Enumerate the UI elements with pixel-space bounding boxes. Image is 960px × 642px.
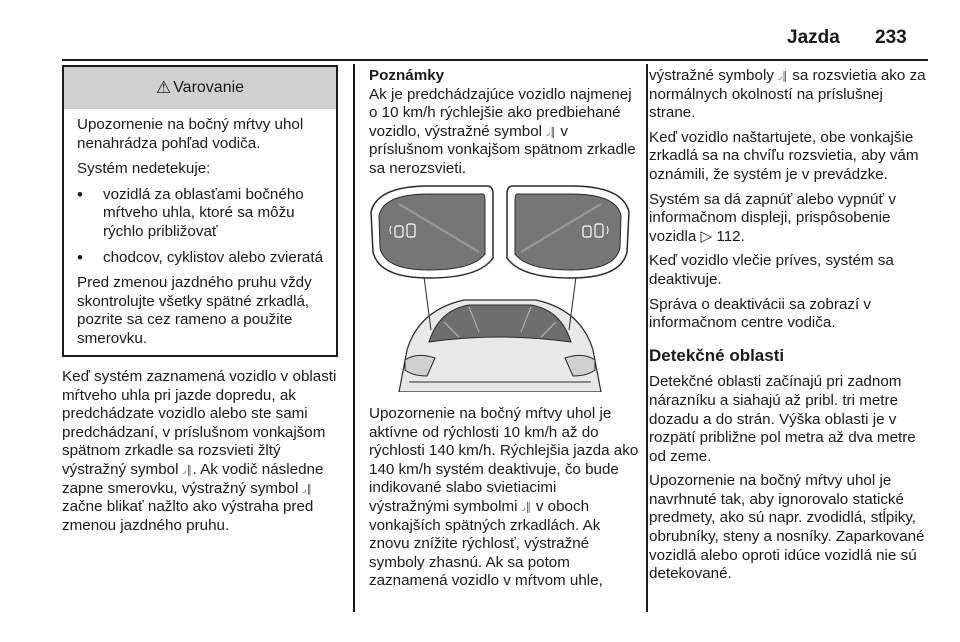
- blind-spot-icon: ◞║: [302, 483, 313, 494]
- warning-bullet: • chodcov, cyklistov alebo zvieratá: [77, 249, 324, 268]
- warning-box: [62, 65, 338, 357]
- paragraph: Upozornenie na bočný mŕtvy uhol je aktívne od rýchlosti 10 km/h až do rýchlosti 140 km/h. Rýchlejšia jazda ako 140 km/h systém deaktivuje, čo bude indikované slabo svietiacimi výstražnými symbolmi ◞║ v oboch vonkajších spätných zrkadlách. Ak znovu znížite rýchlosť, výstražné symboly zhasnú. Ak sa potom zaznamená vozidlo v mŕtvom uhle,: [369, 405, 639, 590]
- blind-spot-icon: ◞║: [546, 126, 557, 137]
- column-divider-2: [646, 64, 648, 612]
- column-divider-1: [353, 64, 355, 612]
- mirror-illustration: [369, 182, 631, 392]
- note-text: Ak je predchádzajúce vozidlo najmenej o 10 km/h rýchlejšie ako predbiehané vozidlo, výstražné symbol ◞║ v príslušnom vonkajšom spätnom zrkadle sa nerozsvieti.: [369, 85, 636, 177]
- paragraph: Detekčné oblasti začínajú pri zadnom nárazníku a siahajú až pribl. tri metre dozadu a do strán. Výška oblasti je v rozpätí približne pol metra až dva metre od zeme.: [649, 373, 916, 465]
- header-rule: [62, 59, 928, 61]
- warning-title: Varovanie: [173, 79, 245, 96]
- warning-text: Upozornenie na bočný mŕtvy uhol nenahrádza pohľad vodiča.: [77, 116, 304, 152]
- reference-arrow-icon: ▷: [700, 227, 713, 245]
- paragraph: Systém sa dá zapnúť alebo vypnúť v informačnom displeji, prispôsobenie vozidla ▷ 112.: [649, 190, 896, 245]
- column-1: [62, 368, 344, 541]
- blind-spot-icon: ◞║: [182, 464, 193, 475]
- paragraph: Správa o deaktivácii sa zobrazí v informačnom centre vodiča.: [649, 295, 872, 332]
- paragraph: Keď vozidlo naštartujete, obe vonkajšie zrkadlá sa na chvíľu rozsvietia, aby vám oznámili, že systém je v prevádzke.: [649, 128, 919, 183]
- blind-spot-icon: ◞║: [521, 501, 532, 512]
- paragraph: Upozornenie na bočný mŕtvy uhol je navrhnuté tak, aby ignorovalo statické predmety, ako sú napr. zvodidlá, stĺpiky, obrubníky, steny a nosníky. Zaparkované vozidlá alebo oproti idúce vozidlá nie sú detekované.: [649, 472, 925, 583]
- paragraph: výstražné symboly ◞║ sa rozsvietia ako za normálnych okolností na príslušnej strane.: [649, 67, 926, 122]
- warning-text: Pred zmenou jazdného pruhu vždy skontrolujte všetky spätné zrkadlá, pozrite sa cez rameno a použite smerovku.: [77, 274, 312, 347]
- section-heading: Detekčné oblasti: [649, 345, 785, 365]
- paragraph: Keď systém zaznamená vozidlo v oblasti mŕtveho uhla pri jazde dopredu, ak predchádzate vozidlo alebo ste sami predchádzaní, v príslušnom vonkajšom spätnom zrkadle sa rozsvieti žltý výstražný symbol ◞║. Ak vodič následne zapne smerovku, výstražný symbol ◞║ začne blikať nažlto ako výstraha pred zmenou jazdného pruhu.: [62, 368, 337, 534]
- note-title: Poznámky: [369, 67, 445, 84]
- page-number: 233: [875, 27, 907, 48]
- column-2: [369, 405, 639, 597]
- warning-icon: ⚠: [155, 78, 172, 97]
- right-mirror-icon: [507, 186, 629, 278]
- warning-header: [64, 67, 336, 109]
- column-3: [649, 67, 931, 590]
- warning-text: Systém nedetekuje:: [77, 160, 211, 178]
- warning-bullet: • vozidlá za oblasťami bočného mŕtveho uhla, ktoré sa môžu rýchlo približovať: [77, 186, 324, 242]
- column-2-note: [369, 67, 639, 185]
- paragraph: Keď vozidlo vlečie príves, systém sa deaktivuje.: [649, 252, 894, 288]
- section-title: Jazda: [787, 27, 840, 48]
- left-mirror-icon: [371, 186, 493, 278]
- blind-spot-icon: ◞║: [778, 71, 789, 81]
